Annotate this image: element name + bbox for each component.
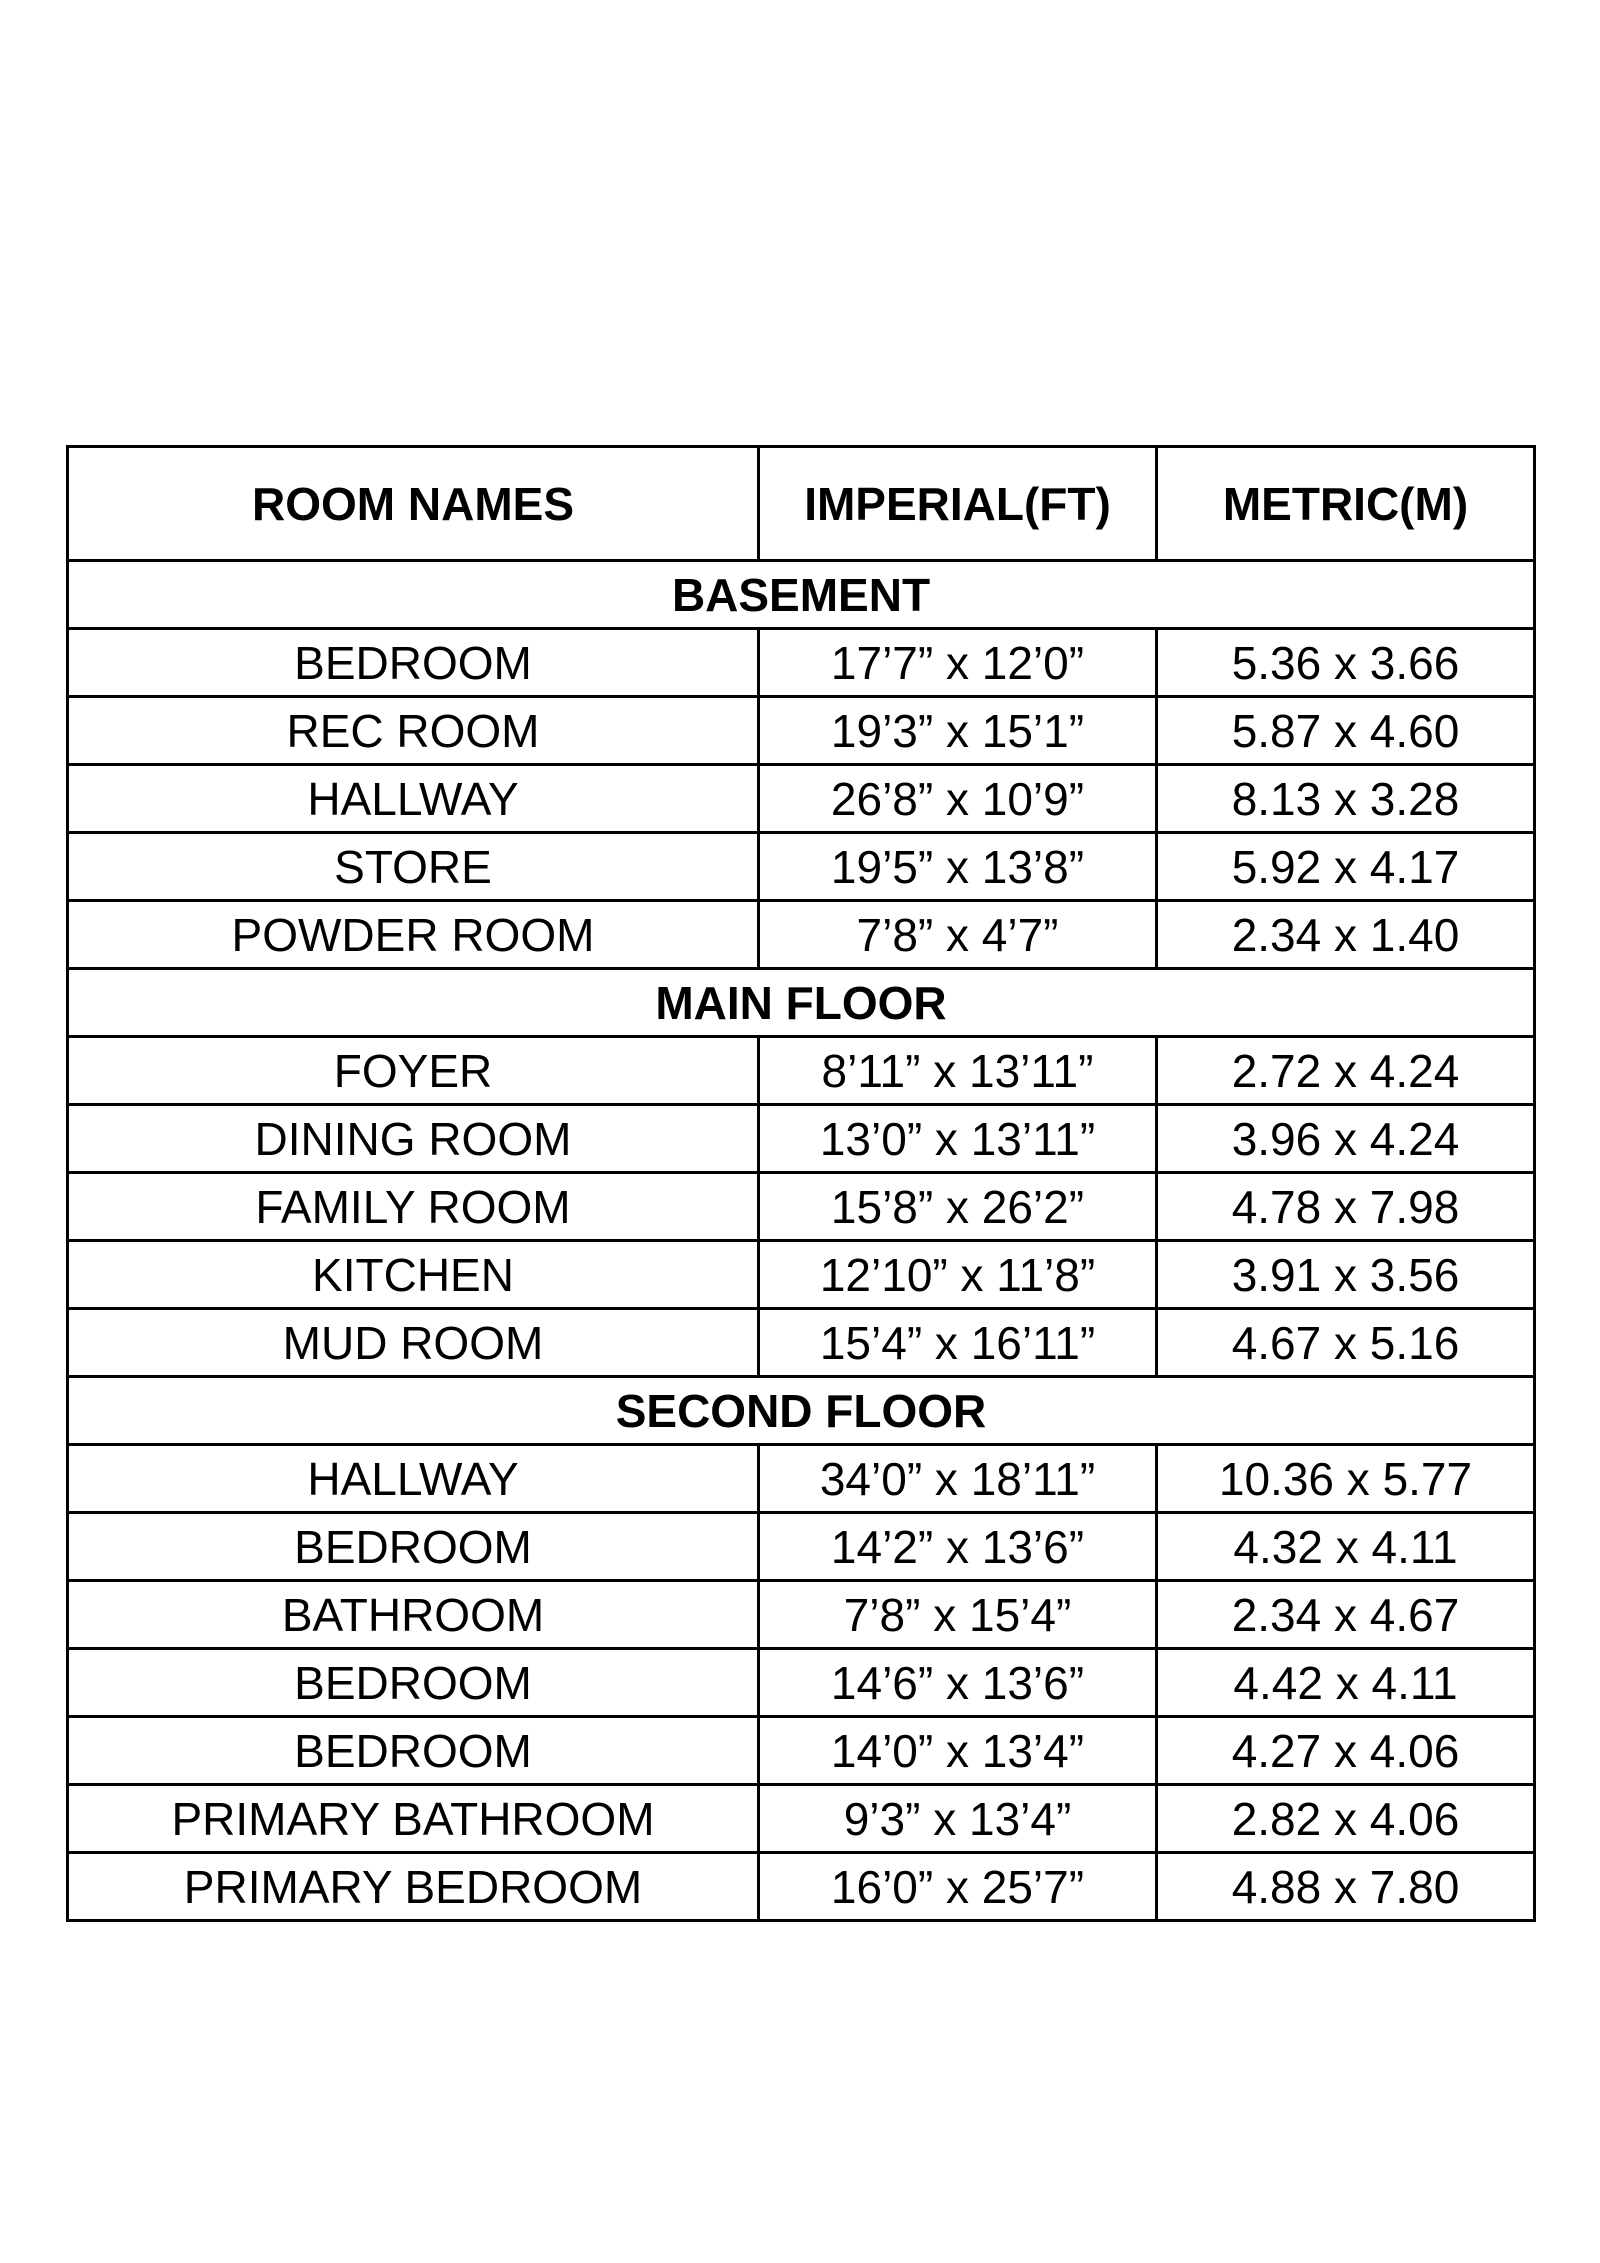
room-name-cell: BEDROOM bbox=[68, 629, 759, 697]
table-row bbox=[68, 901, 1535, 969]
table-row bbox=[68, 1853, 1535, 1921]
table-row bbox=[68, 697, 1535, 765]
room-name-cell: KITCHEN bbox=[68, 1241, 759, 1309]
metric-cell: 3.91 x 3.56 bbox=[1157, 1241, 1535, 1309]
room-name-cell: BEDROOM bbox=[68, 1717, 759, 1785]
room-name-cell: FOYER bbox=[68, 1037, 759, 1105]
room-name-cell: PRIMARY BATHROOM bbox=[68, 1785, 759, 1853]
metric-cell: 2.34 x 1.40 bbox=[1157, 901, 1535, 969]
imperial-cell: 15’8” x 26’2” bbox=[759, 1173, 1157, 1241]
metric-cell: 3.96 x 4.24 bbox=[1157, 1105, 1535, 1173]
room-name-cell: FAMILY ROOM bbox=[68, 1173, 759, 1241]
table-row bbox=[68, 1649, 1535, 1717]
table-row bbox=[68, 1445, 1535, 1513]
table-row bbox=[68, 1513, 1535, 1581]
room-name-cell: HALLWAY bbox=[68, 1445, 759, 1513]
imperial-cell: 19’3” x 15’1” bbox=[759, 697, 1157, 765]
table-row bbox=[68, 1037, 1535, 1105]
room-name-cell: BATHROOM bbox=[68, 1581, 759, 1649]
header-imperial: IMPERIAL(FT) bbox=[759, 447, 1157, 561]
imperial-cell: 17’7” x 12’0” bbox=[759, 629, 1157, 697]
room-dimensions-sheet bbox=[66, 445, 1533, 1922]
metric-cell: 4.88 x 7.80 bbox=[1157, 1853, 1535, 1921]
imperial-cell: 14’6” x 13’6” bbox=[759, 1649, 1157, 1717]
imperial-cell: 19’5” x 13’8” bbox=[759, 833, 1157, 901]
room-name-cell: BEDROOM bbox=[68, 1513, 759, 1581]
table-row bbox=[68, 1241, 1535, 1309]
table-row bbox=[68, 833, 1535, 901]
header-row bbox=[68, 447, 1535, 561]
section-row bbox=[68, 969, 1535, 1037]
metric-cell: 4.67 x 5.16 bbox=[1157, 1309, 1535, 1377]
table-row bbox=[68, 1309, 1535, 1377]
room-dimensions-table bbox=[66, 445, 1536, 1922]
room-name-cell: STORE bbox=[68, 833, 759, 901]
metric-cell: 4.42 x 4.11 bbox=[1157, 1649, 1535, 1717]
imperial-cell: 8’11” x 13’11” bbox=[759, 1037, 1157, 1105]
imperial-cell: 7’8” x 15’4” bbox=[759, 1581, 1157, 1649]
imperial-cell: 14’2” x 13’6” bbox=[759, 1513, 1157, 1581]
table-body bbox=[68, 561, 1535, 1921]
room-name-cell: BEDROOM bbox=[68, 1649, 759, 1717]
metric-cell: 8.13 x 3.28 bbox=[1157, 765, 1535, 833]
imperial-cell: 13’0” x 13’11” bbox=[759, 1105, 1157, 1173]
table-row bbox=[68, 1173, 1535, 1241]
table-row bbox=[68, 1581, 1535, 1649]
metric-cell: 4.32 x 4.11 bbox=[1157, 1513, 1535, 1581]
imperial-cell: 12’10” x 11’8” bbox=[759, 1241, 1157, 1309]
imperial-cell: 34’0” x 18’11” bbox=[759, 1445, 1157, 1513]
metric-cell: 2.34 x 4.67 bbox=[1157, 1581, 1535, 1649]
section-row bbox=[68, 561, 1535, 629]
room-name-cell: PRIMARY BEDROOM bbox=[68, 1853, 759, 1921]
room-name-cell: DINING ROOM bbox=[68, 1105, 759, 1173]
header-room-names: ROOM NAMES bbox=[68, 447, 759, 561]
metric-cell: 10.36 x 5.77 bbox=[1157, 1445, 1535, 1513]
metric-cell: 5.36 x 3.66 bbox=[1157, 629, 1535, 697]
table-row bbox=[68, 1717, 1535, 1785]
imperial-cell: 16’0” x 25’7” bbox=[759, 1853, 1157, 1921]
table-row bbox=[68, 629, 1535, 697]
room-name-cell: POWDER ROOM bbox=[68, 901, 759, 969]
metric-cell: 2.72 x 4.24 bbox=[1157, 1037, 1535, 1105]
room-name-cell: HALLWAY bbox=[68, 765, 759, 833]
metric-cell: 4.27 x 4.06 bbox=[1157, 1717, 1535, 1785]
metric-cell: 5.92 x 4.17 bbox=[1157, 833, 1535, 901]
header-metric: METRIC(M) bbox=[1157, 447, 1535, 561]
section-title: BASEMENT bbox=[68, 561, 1535, 629]
table-row bbox=[68, 1105, 1535, 1173]
imperial-cell: 15’4” x 16’11” bbox=[759, 1309, 1157, 1377]
room-name-cell: MUD ROOM bbox=[68, 1309, 759, 1377]
imperial-cell: 9’3” x 13’4” bbox=[759, 1785, 1157, 1853]
metric-cell: 4.78 x 7.98 bbox=[1157, 1173, 1535, 1241]
section-row bbox=[68, 1377, 1535, 1445]
metric-cell: 5.87 x 4.60 bbox=[1157, 697, 1535, 765]
imperial-cell: 26’8” x 10’9” bbox=[759, 765, 1157, 833]
section-title: MAIN FLOOR bbox=[68, 969, 1535, 1037]
imperial-cell: 7’8” x 4’7” bbox=[759, 901, 1157, 969]
room-name-cell: REC ROOM bbox=[68, 697, 759, 765]
imperial-cell: 14’0” x 13’4” bbox=[759, 1717, 1157, 1785]
table-row bbox=[68, 1785, 1535, 1853]
table-row bbox=[68, 765, 1535, 833]
section-title: SECOND FLOOR bbox=[68, 1377, 1535, 1445]
metric-cell: 2.82 x 4.06 bbox=[1157, 1785, 1535, 1853]
